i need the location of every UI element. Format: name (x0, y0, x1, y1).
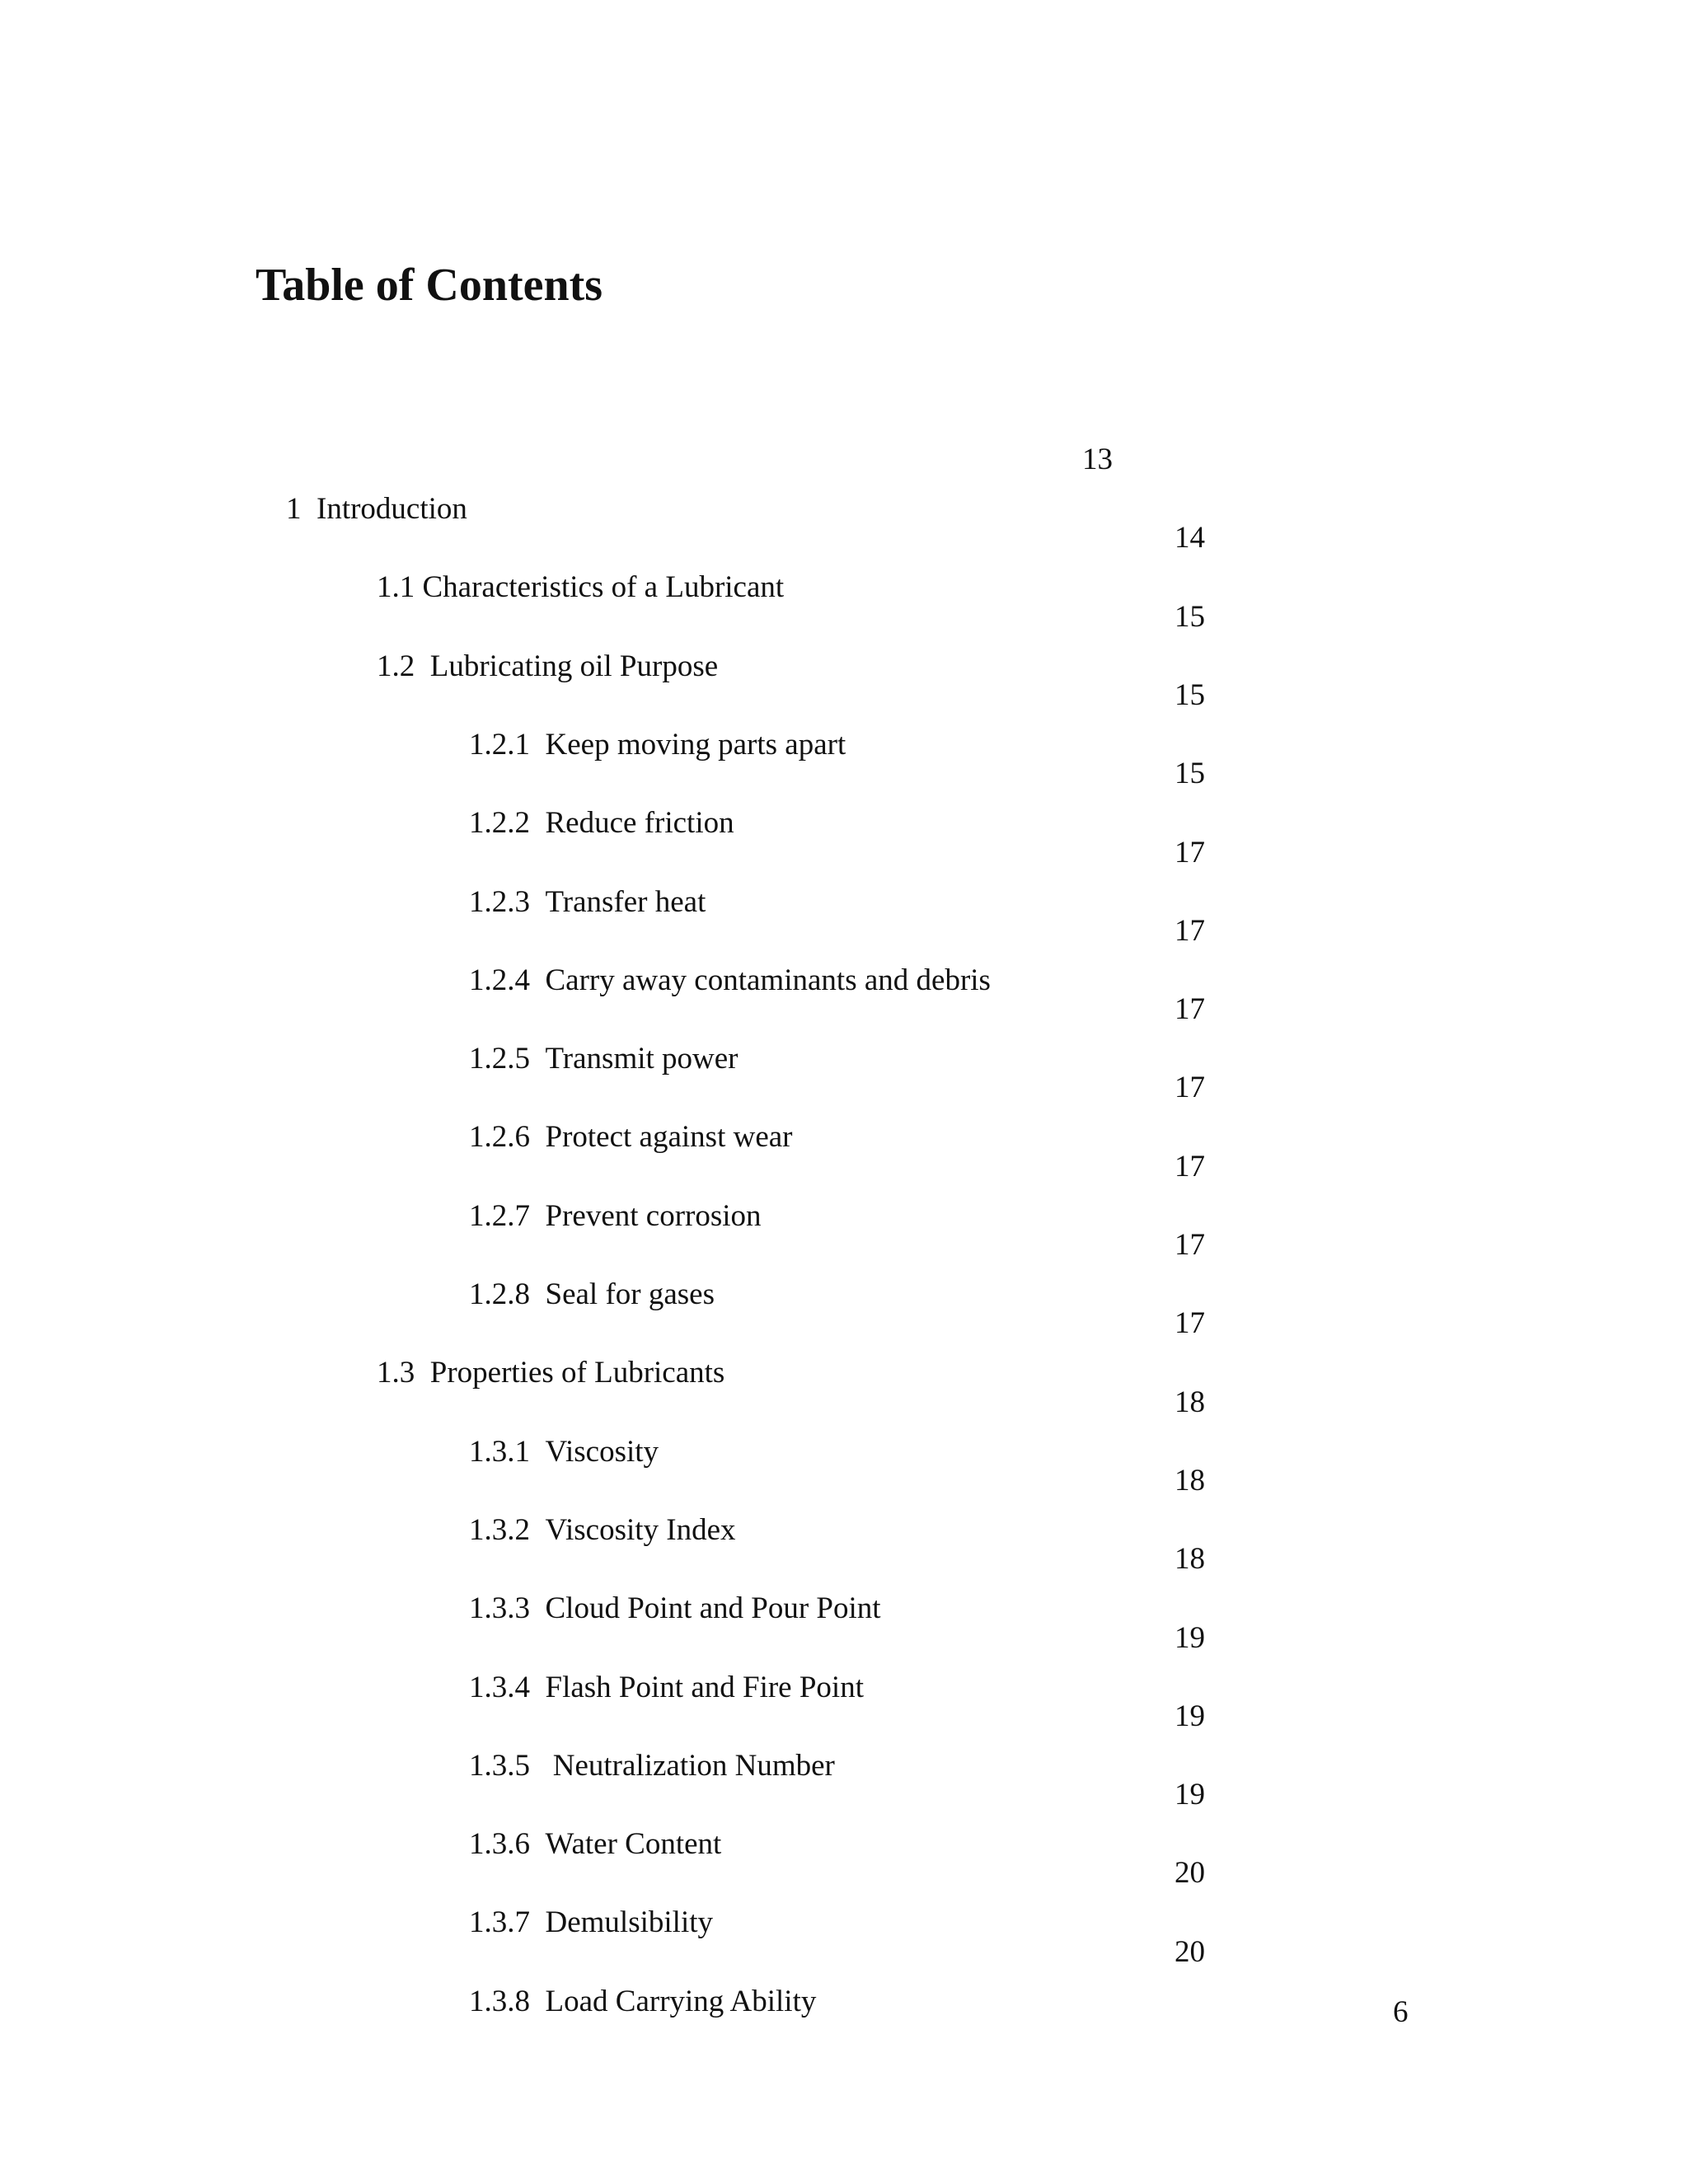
toc-entry[interactable] (438, 985, 1236, 1076)
toc-entry[interactable] (438, 1849, 1236, 1939)
toc-entry-label: Viscosity (545, 1435, 659, 1469)
toc-entry-page: 17 (1175, 1306, 1205, 1340)
toc-entry[interactable] (438, 907, 1236, 997)
toc-entry-number: 1.3.8 (469, 1985, 530, 2018)
toc-entry[interactable] (346, 593, 1236, 683)
toc-entry-number: 1.2 (377, 649, 415, 683)
toc-entry-page: 15 (1175, 600, 1205, 634)
toc-entry-number: 1.2.2 (469, 806, 530, 840)
toc-entry-page: 18 (1175, 1464, 1205, 1497)
toc-entry-page: 20 (1175, 1935, 1205, 1969)
toc-entry-number: 1.3.4 (469, 1671, 530, 1704)
toc-entry-label: Properties of Lubricants (429, 1356, 725, 1390)
toc-entry-page: 17 (1175, 992, 1205, 1026)
page-number: 6 (1393, 1995, 1409, 2029)
toc-entry-number: 1.2.6 (469, 1120, 530, 1154)
toc-entry-label: Protect against wear (545, 1120, 793, 1154)
toc-entry[interactable] (438, 1063, 1236, 1154)
toc-entry-label: Demulsibility (545, 1905, 713, 1939)
toc-entry-page: 18 (1175, 1542, 1205, 1576)
toc-entry-page: 20 (1175, 1856, 1205, 1890)
toc-entry-number: 1.2.8 (469, 1277, 530, 1311)
toc-entry-page: 17 (1175, 1228, 1205, 1262)
toc-entry-number: 1.2.7 (469, 1199, 530, 1233)
toc-entry-number: 1.3.2 (469, 1513, 530, 1547)
toc-entry-number: 1.2.1 (469, 728, 530, 762)
toc-entry-number: 1.2.4 (469, 963, 530, 997)
toc-entry-label: Neutralization Number (545, 1749, 835, 1783)
toc-entry[interactable] (438, 1928, 1236, 2018)
toc-entry[interactable] (438, 1692, 1236, 1783)
toc-entry-label: Water Content (545, 1827, 722, 1861)
toc-entry-number: 1 (286, 492, 302, 526)
toc-entry-label: Introduction (316, 492, 467, 526)
toc-entry-label: Load Carrying Ability (545, 1985, 817, 2018)
toc-entry-label: Carry away contaminants and debris (545, 963, 991, 997)
toc-entry-page: 15 (1175, 757, 1205, 790)
toc-entry-label: Seal for gases (545, 1277, 715, 1311)
toc-entry[interactable] (346, 513, 1236, 604)
toc-entry-page: 19 (1175, 1778, 1205, 1811)
toc-entry-label: Keep moving parts apart (545, 728, 846, 762)
toc-entry-label: Reduce friction (545, 806, 734, 840)
toc-entry-label: Transmit power (545, 1042, 738, 1076)
toc-entry-number: 1.2.5 (469, 1042, 530, 1076)
toc-entry-page: 14 (1175, 521, 1205, 555)
toc-entry-number: 1.3.3 (469, 1591, 530, 1625)
toc-entry-number: 1.2.3 (469, 885, 530, 919)
toc-entry[interactable] (438, 1456, 1236, 1547)
toc-entry[interactable] (438, 1535, 1236, 1625)
toc-entry-page: 17 (1175, 914, 1205, 948)
toc-entry-number: 1.3.7 (469, 1905, 530, 1939)
toc-entry[interactable] (438, 1378, 1236, 1469)
toc-entry[interactable] (256, 435, 1236, 526)
toc-entry[interactable] (438, 828, 1236, 919)
toc-entry-page: 13 (1082, 443, 1113, 476)
toc-entry-label: Characteristics of a Lubricant (422, 570, 785, 604)
toc-entry[interactable] (346, 1299, 1236, 1390)
toc-entry-page: 17 (1175, 836, 1205, 869)
toc-entry[interactable] (438, 749, 1236, 840)
toc-entry-page: 19 (1175, 1699, 1205, 1733)
toc-entry-number: 1.3.1 (469, 1435, 530, 1469)
toc-entry-label: Flash Point and Fire Point (545, 1671, 864, 1704)
page-title: Table of Contents (256, 260, 603, 311)
toc-entry[interactable] (438, 1221, 1236, 1311)
toc-entry-label: Cloud Point and Pour Point (545, 1591, 881, 1625)
toc-entry-page: 17 (1175, 1071, 1205, 1104)
toc-entry-page: 15 (1175, 678, 1205, 712)
toc-entry-number: 1.1 (377, 570, 415, 604)
toc-entry-label: Prevent corrosion (545, 1199, 762, 1233)
toc-entry-label: Lubricating oil Purpose (429, 649, 719, 683)
toc-entry[interactable] (438, 1142, 1236, 1233)
toc-entry-label: Transfer heat (545, 885, 706, 919)
toc-entry[interactable] (438, 671, 1236, 762)
toc-entry[interactable] (438, 1770, 1236, 1861)
toc-entry-page: 18 (1175, 1385, 1205, 1419)
toc-entry-number: 1.3.5 (469, 1749, 530, 1783)
toc-entry[interactable] (438, 1614, 1236, 1704)
toc-entry-number: 1.3 (377, 1356, 415, 1390)
toc-entry-label: Viscosity Index (545, 1513, 736, 1547)
toc-entry-page: 17 (1175, 1150, 1205, 1183)
toc-entry-number: 1.3.6 (469, 1827, 530, 1861)
toc-entry-page: 19 (1175, 1621, 1205, 1655)
